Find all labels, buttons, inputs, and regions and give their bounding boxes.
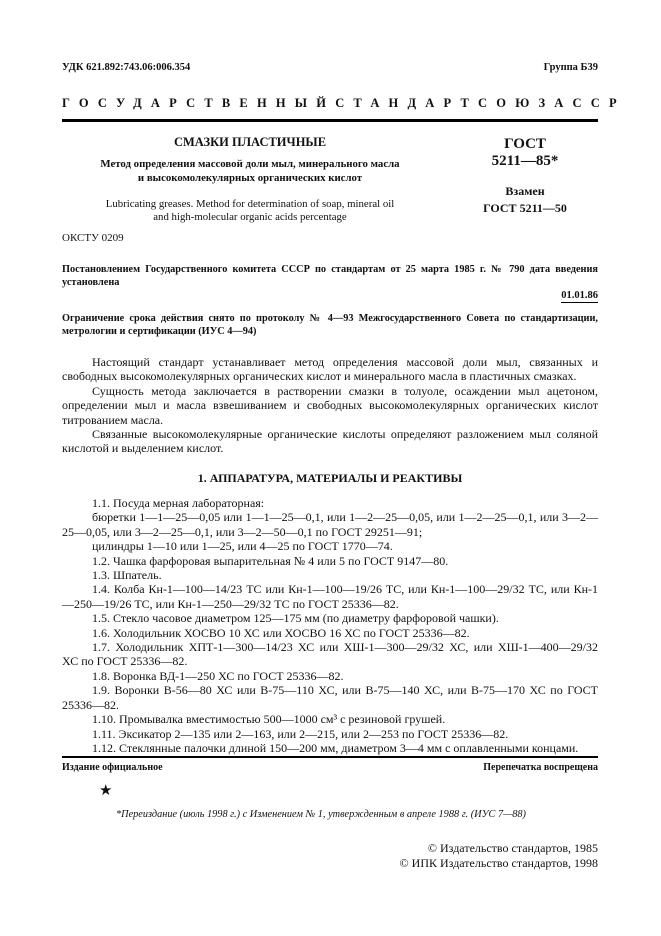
intro-paragraph: Связанные высокомолекулярные органические кислоты определяют разложением мыл соляной кислотой и выделением кислот.: [62, 427, 598, 456]
okstu-code: ОКСТУ 0209: [62, 232, 124, 244]
document-title: СМАЗКИ ПЛАСТИЧНЫЕ: [173, 135, 327, 149]
copyright-line: © Издательство стандартов, 1985: [427, 841, 598, 855]
copyright-line: © ИПК Издательство стандартов, 1998: [399, 855, 598, 870]
star-icon: ★: [99, 783, 113, 799]
english-title-line: Lubricating greases. Method for determination of soap, mineral oil: [105, 198, 395, 210]
list-item: 1.12. Стеклянные палочки длиной 150—200 мм, диаметром 3—4 мм с оплавленными концами.: [92, 740, 579, 755]
list-item: бюретки 1—1—25—0,05 или 1—1—25—0,1, или 1—2—25—0,05, или 1—2—25—0,1, или 3—2—25—0,05, или 3—2—25—0,1, или 3—2—50—0,1 по ГОСТ 29251—91;: [62, 510, 598, 539]
gost-label: ГОСТ: [504, 136, 546, 152]
list-item: 1.1. Посуда мерная лабораторная:: [92, 496, 265, 510]
list-item: 1.5. Стекло часовое диаметром 125—175 мм (по диаметру фарфоровой чашки).: [92, 611, 499, 626]
replaces-gost: ГОСТ 5211—50: [483, 201, 567, 215]
english-title-line: and high-molecular organic acids percentage: [153, 211, 347, 223]
banner-word: СОЮЗА: [478, 96, 573, 110]
limitation-text: Ограничение срока действия снято по протоколу № 4—93 Межгосударственного Совета по стандартизации, метрологии и сертификации (ИУС 4—94): [62, 313, 598, 337]
list-item: 1.4. Колба Кн-1—100—14/23 ТС или Кн-1—100—19/26 ТС, или Кн-1—100—29/32 ТС, или Кн-1—250—19/26 ТС, или Кн-1—250—29/32 ТС по ГОСТ 25336—82.: [62, 582, 598, 611]
reprint-prohibited: Перепечатка воспрещена: [483, 762, 598, 773]
banner-word: СТАНДАРТ: [335, 96, 479, 110]
banner-word: ГОСУДАРСТВЕННЫЙ: [62, 96, 336, 110]
decree-text: Постановлением Государственного комитета СССР по стандартам от 25 марта 1985 г. № 790 дата введения установлена: [62, 264, 598, 288]
items-list: [62, 496, 598, 755]
introduction-date: 01.01.86: [561, 290, 598, 301]
list-item: 1.3. Шпатель.: [92, 568, 162, 583]
list-item: 1.6. Холодильник ХОСВО 10 ХС или ХОСВО 16 ХС по ГОСТ 25336—82.: [92, 625, 470, 640]
footer-rule: [62, 756, 598, 758]
list-item: 1.10. Промывалка вместимостью 500—1000 см³ с резиновой грушей.: [92, 712, 446, 727]
gost-number: 5211—85*: [491, 153, 559, 169]
subtitle-line: и высокомолекулярных органических кислот: [137, 172, 363, 184]
list-item: 1.8. Воронка ВД-1—250 ХС по ГОСТ 25336—82.: [92, 668, 344, 683]
official-edition: Издание официальное: [62, 762, 163, 773]
copyright-block: [400, 841, 598, 870]
intro-paragraph: Сущность метода заключается в растворении смазки в толуоле, осаждении мыл ацетоном, определении мыл и масла взвешиванием и свободных высокомолекулярных органических кислот титрованием масла.: [62, 383, 598, 427]
list-item: цилиндры 1—10 или 1—25, или 4—25 по ГОСТ 1770—74.: [92, 539, 393, 554]
intro-section: [62, 355, 598, 456]
banner-title: [62, 96, 626, 111]
intro-paragraph: Настоящий стандарт устанавливает метод определения массовой доли мыл, связанных и свободных высокомолекулярных органических кислот и минерального масла в пластичных смазках.: [62, 355, 598, 384]
title-rule: [62, 119, 598, 122]
document-subtitle: [90, 157, 410, 185]
section-heading: 1. АППАРАТУРА, МАТЕРИАЛЫ И РЕАКТИВЫ: [197, 471, 463, 485]
banner-word: ССР: [572, 96, 626, 110]
list-item: 1.11. Эксикатор 2—135 или 2—163, или 2—215, или 2—253 по ГОСТ 25336—82.: [92, 726, 509, 741]
list-item: 1.9. Воронки В-56—80 ХС или В-75—110 ХС, или В-75—140 ХС, или В-75—170 ХС по ГОСТ 25336—82.: [62, 683, 598, 712]
replaces-block: [470, 183, 580, 217]
reissue-footnote: *Переиздание (июль 1998 г.) с Изменением № 1, утвержденным в апреле 1988 г. (ИУС 7—88): [116, 809, 526, 820]
list-item: 1.7. Холодильник ХПТ-1—300—14/23 ХС или ХШ-1—300—29/32 ХС, или ХШ-1—400—29/32 ХС по ГОСТ 25336—82.: [62, 640, 598, 669]
english-title: [90, 198, 410, 224]
subtitle-line: Метод определения массовой доли мыл, минерального масла: [100, 158, 400, 170]
replaces-label: Взамен: [505, 184, 545, 198]
udk-code: УДК 621.892:743.06:006.354: [62, 62, 191, 73]
group-code: Группа Б39: [543, 62, 598, 73]
list-item: 1.2. Чашка фарфоровая выпарительная № 4 или 5 по ГОСТ 9147—80.: [92, 553, 449, 568]
gost-number-block: [470, 136, 580, 170]
